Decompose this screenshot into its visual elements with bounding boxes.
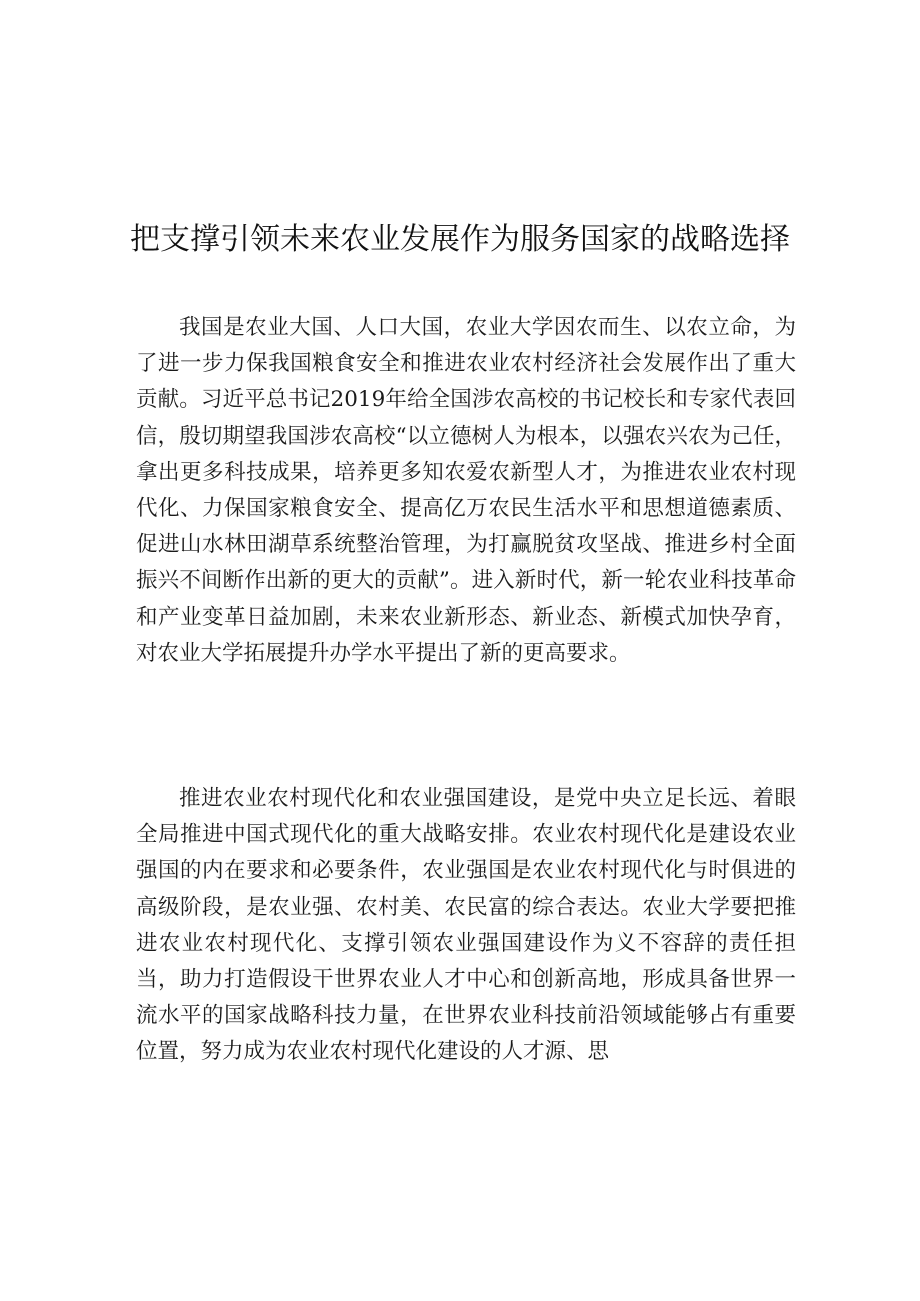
paragraph-1: 我国是农业大国、人口大国，农业大学因农而生、以农立命，为了进一步力保我国粮食安全和推进农业农村经济社会发展作出了重大贡献。习近平总书记2019年给全国涉农高校的书记校长和专家代表回信，殷切期望我国涉农高校“以立德树人为根本，以强农兴农为己任，拿出更多科技成果，培养更多知农爱农新型人才，为推进农业农村现代化、力保国家粮食安全、提高亿万农民生活水平和思想道德素质、促进山水林田湖草系统整治管理，为打赢脱贫攻坚战、推进乡村全面振兴不间断作出新的更大的贡献”。进入新时代，新一轮农业科技革命和产业变革日益加剧，未来农业新形态、新业态、新模式加快孕育，对农业大学拓展提升办学水平提出了新的更高要求。 bbox=[136, 315, 796, 666]
document-title: 把支撑引领未来农业发展作为服务国家的战略选择 bbox=[130, 222, 790, 257]
paragraph-2: 推进农业农村现代化和农业强国建设，是党中央立足长远、着眼全局推进中国式现代化的重大战略安排。农业农村现代化是建设农业强国的内在要求和必要条件，农业强国是农业农村现代化与时俱进的高级阶段，是农业强、农村美、农民富的综合表达。农业大学要把推进农业农村现代化、支撑引领农业强国建设作为义不容辞的责任担当，助力打造假设干世界农业人才中心和创新高地，形成具备世界一流水平的国家战略科技力量，在世界农业科技前沿领域能够占有重要位置，努力成为农业农村现代化建设的人才源、思 bbox=[136, 786, 796, 1065]
